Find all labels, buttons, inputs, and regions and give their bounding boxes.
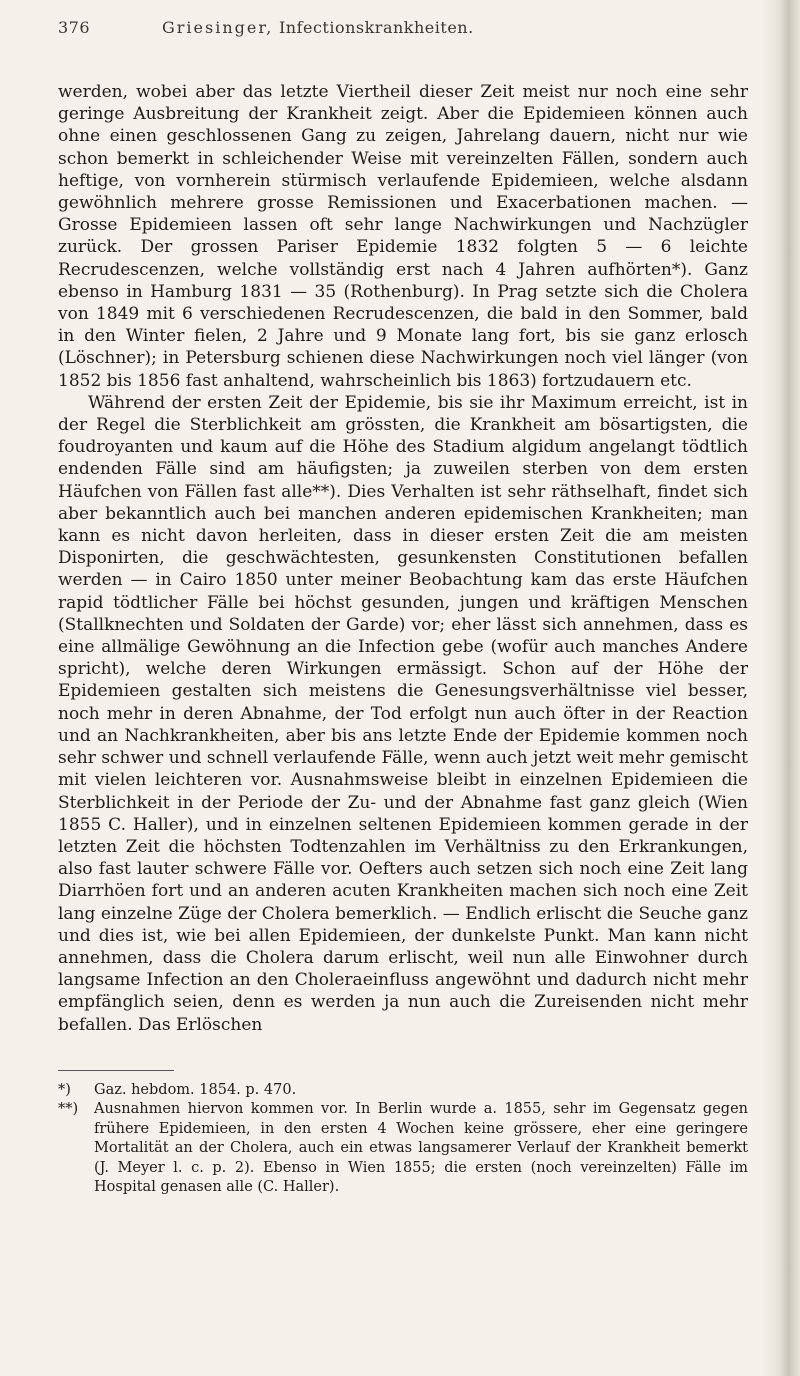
footnotes — [58, 1081, 748, 1198]
footnote-2-text: Ausnahmen hiervon kommen vor. In Berlin wurde a. 1855, sehr im Gegensatz gegen frühere Epidemieen, in den ersten 4 Wochen keine grössere, eher eine geringere Mortalität an der Cholera, auch ein etwas langsamerer Verlauf der Krankheit bemerkt (J. Meyer l. c. p. 2). Ebenso in Wien 1855; die ersten (noch vereinzelten) Fälle im Hospital genasen alle (C. Haller). — [94, 1101, 748, 1196]
footnote-2 — [58, 1100, 748, 1198]
running-head-title: Infectionskrankheiten. — [278, 18, 474, 37]
running-head — [58, 18, 748, 58]
running-head-author: Griesinger, — [162, 18, 274, 37]
book-page — [58, 18, 748, 1198]
paragraph-1: werden, wobei aber das letzte Viertheil dieser Zeit meist nur noch eine sehr geringe Ausbreitung der Krankheit zeigt. Aber die Epidemieen können auch ohne einen geschlossenen Gang zu zeigen, Jahrelang dauern, nicht nur wie schon bemerkt in schleichender Weise mit vereinzelten Fällen, sondern auch heftige, von vornherein stürmisch verlaufende Epidemieen, welche alsdann gewöhnlich mehrere grosse Remissionen und Exacerbationen machen. — Grosse Epidemieen lassen oft sehr lange Nachwirkungen und Nachzügler zurück. Der grossen Pariser Epidemie 1832 folgten 5 — 6 leichte Recrudescenzen, welche vollständig erst nach 4 Jahren aufhörten*). Ganz ebenso in Hamburg 1831 — 35 (Rothenburg). In Prag setzte sich die Cholera von 1849 mit 6 verschiedenen Recrudescenzen, die bald in den Sommer, bald in den Winter fielen, 2 Jahre und 9 Monate lang fort, bis sie ganz erlosch (Löschner); in Petersburg schienen diese Nachwirkungen noch viel länger (von 1852 bis 1856 fast anhaltend, wahrscheinlich bis 1863) fortzudauern etc. — [58, 82, 748, 391]
footnote-1-mark: *) — [58, 1081, 71, 1098]
book-gutter-shadow — [762, 0, 800, 1376]
footnote-1 — [58, 1081, 748, 1101]
page-number: 376 — [58, 18, 91, 37]
paragraph-2: Während der ersten Zeit der Epidemie, bis sie ihr Maximum erreicht, ist in der Regel die Sterblichkeit am grössten, die Krankheit am bösartigsten, die foudroyanten und kaum auf die Höhe des Stadium algidum angelangt tödtlich endenden Fälle sind am häufigsten; ja zuweilen sterben von dem ersten Häufchen von Fällen fast alle**). Dies Verhalten ist sehr räthselhaft, findet sich aber bekanntlich auch bei manchen anderen epidemischen Krankheiten; man kann es nicht davon herleiten, dass in dieser ersten Zeit die am meisten Disponirten, die geschwächtesten, gesunkensten Constitutionen befallen werden — in Cairo 1850 unter meiner Beobachtung kam das erste Häufchen rapid tödtlicher Fälle bei höchst gesunden, jungen und kräftigen Menschen (Stallknechten und Soldaten der Garde) vor; eher lässt sich annehmen, dass es eine allmälige Gewöhnung an die Infection gebe (wofür auch manches Andere spricht), welche deren Wirkungen ermässigt. Schon auf der Höhe der Epidemieen gestalten sich meistens die Genesungsverhältnisse viel besser, noch mehr in deren Abnahme, der Tod erfolgt nun auch öfter in der Reaction und an Nachkrankheiten, aber bis ans letzte Ende der Epidemie kommen noch sehr schwer und schnell verlaufende Fälle, wenn auch jetzt weit mehr gemischt mit vielen leichteren vor. Ausnahmsweise bleibt in einzelnen Epidemieen die Sterblichkeit in der Periode der Zu- und der Abnahme fast ganz gleich (Wien 1855 C. Haller), und in einzelnen seltenen Epidemieen kommen gerade in der letzten Zeit die höchsten Todtenzahlen im Verhältniss zu den Erkrankungen, also fast lauter schwere Fälle vor. Oefters auch setzen sich noch eine Zeit lang Diarrhöen fort und an anderen acuten Krankheiten machen sich noch eine Zeit lang einzelne Züge der Cholera bemerklich. — Endlich erlischt die Seuche ganz und dies ist, wie bei allen Epidemieen, der dunkelste Punkt. Man kann nicht annehmen, dass die Cholera darum erlischt, weil nun alle Einwohner durch langsame Infection an den Choleraeinfluss angewöhnt und dadurch nicht mehr empfänglich seien, denn es werden ja nun auch die Zureisenden nicht mehr befallen. Das Erlöschen — [58, 392, 748, 1035]
footnote-rule — [58, 1070, 174, 1071]
running-title — [162, 18, 474, 37]
main-text — [58, 81, 748, 1036]
footnote-2-mark: **) — [58, 1101, 79, 1118]
footnote-1-text: Gaz. hebdom. 1854. p. 470. — [94, 1081, 297, 1098]
